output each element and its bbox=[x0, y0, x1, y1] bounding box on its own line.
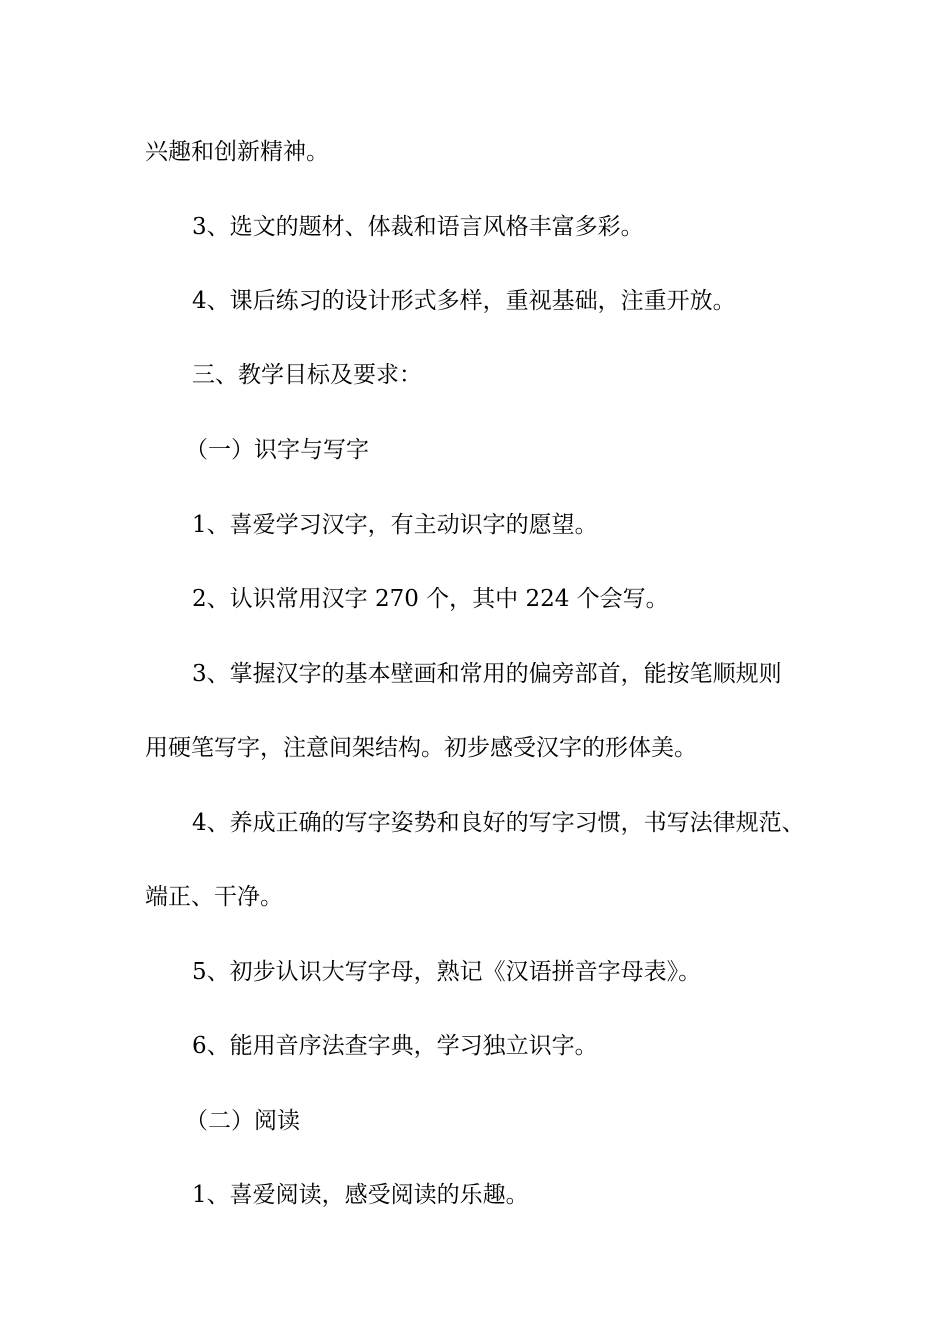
subsection-heading: （一）识字与写字 bbox=[185, 437, 369, 463]
paragraph-line: 6、能用音序法查字典，学习独立识字。 bbox=[192, 1033, 598, 1059]
paragraph-line: 3、选文的题材、体裁和语言风格丰富多彩。 bbox=[192, 214, 644, 240]
paragraph-line: 2、认识常用汉字 270 个，其中 224 个会写。 bbox=[192, 586, 669, 612]
subsection-heading: （二）阅读 bbox=[185, 1108, 300, 1134]
paragraph-line: 端正、干净。 bbox=[145, 884, 283, 910]
section-heading: 三、教学目标及要求： bbox=[192, 362, 422, 388]
paragraph-line: 1、喜爱阅读，感受阅读的乐趣。 bbox=[192, 1182, 529, 1208]
paragraph-line: 3、掌握汉字的基本壁画和常用的偏旁部首，能按笔顺规则 bbox=[192, 661, 782, 687]
paragraph-line: 4、课后练习的设计形式多样，重视基础，注重开放。 bbox=[192, 288, 736, 314]
paragraph-line: 1、喜爱学习汉字，有主动识字的愿望。 bbox=[192, 512, 598, 538]
paragraph-line: 用硬笔写字，注意间架结构。初步感受汉字的形体美。 bbox=[145, 735, 697, 761]
paragraph-line: 4、养成正确的写字姿势和良好的写字习惯，书写法律规范、 bbox=[192, 810, 805, 836]
paragraph-line: 5、初步认识大写字母，熟记《汉语拼音字母表》。 bbox=[192, 959, 702, 985]
paragraph-line: 兴趣和创新精神。 bbox=[145, 139, 329, 165]
